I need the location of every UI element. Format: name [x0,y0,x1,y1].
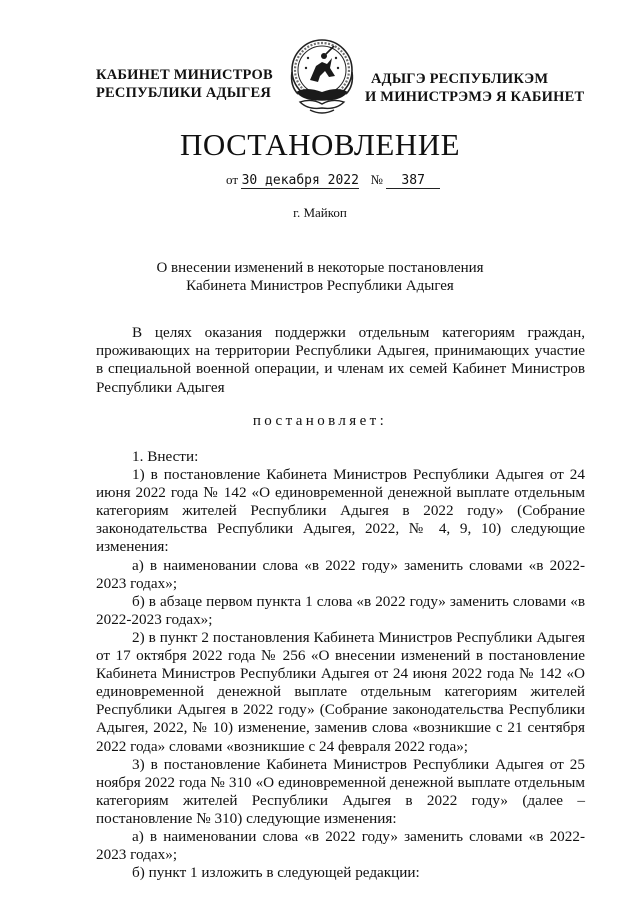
document-title: ПОСТАНОВЛЕНИЕ [179,127,461,162]
date-prefix: от [226,172,239,187]
date-number-line [226,172,440,189]
paragraph: 2) в пункт 2 постановления Кабинета Министров Республики Адыгея от 17 октября 2022 года № 256 «О внесении изменений в постановление Кабинета Министров Республики Адыгея от 24 июня 2022 года № 142 «О единовременной денежной выплате отдельным категориям жителей Республики Адыгея в 2022 году» (Собрание законодательства Республики Адыгея, 2022, № 10) изменение, заменив слова «возникшие с 21 сентября 2022 года» словами «возникшие с 24 февраля 2022 года»; [96,628,585,755]
paragraph: а) в наименовании слова «в 2022 году» заменить словами «в 2022-2023 годах»; [96,827,585,864]
city: г. Майкоп [293,205,347,220]
resolution-body [96,448,585,882]
paragraph: 3) в постановление Кабинета Министров Республики Адыгея от 25 ноября 2022 года № 310 «О единовременной денежной выплате отдельным категориям жителей Республики Адыгея в 2022 году» (далее – постановление № 310) следующие изменения: [96,755,585,827]
paragraph: 1) в постановление Кабинета Министров Республики Адыгея от 24 июня 2022 года № 142 «О единовременной денежной выплате отдельным категориям жителей Республики Адыгея в 2022 году» (Собрание законодательства Республики Адыгея, 2022, № 4, 9, 10) следующие изменения: [96,466,585,556]
subject-line: Кабинета Министров Республики Адыгея [186,278,454,294]
issuer-name-line: АДЫГЭ РЕСПУБЛИКЭМ [371,71,549,87]
issuer-name-line: КАБИНЕТ МИНИСТРОВ [96,67,273,83]
paragraph: б) пункт 1 изложить в следующей редакции: [132,864,420,882]
subject-line: О внесении изменений в некоторые постановления [156,260,484,276]
document-number: 387 [386,173,440,189]
adygea-coat-of-arms-icon [282,36,362,120]
paragraph: 1. Внести: [132,448,199,465]
issuer-name-line: РЕСПУБЛИКИ АДЫГЕЯ [96,85,272,101]
issuer-name-line: И МИНИСТРЭМЭ Я КАБИНЕТ [365,89,585,105]
issuer-name-russian [96,66,273,102]
resolves-heading: постановляет: [252,413,388,429]
paragraph: б) в абзаце первом пункта 1 слова «в 2022 году» заменить словами «в 2022-2023 годах»; [96,592,585,628]
paragraph: а) в наименовании слова «в 2022 году» заменить словами «в 2022-2023 годах»; [96,556,585,592]
issuer-name-adyghe [365,70,584,106]
document-date: 30 декабря 2022 [241,173,359,188]
preamble: В целях оказания поддержки отдельным категориям граждан, проживающих на территории Республики Адыгея, принимающих участие в специальной военной операции, и членам их семей Кабинет Министров Республики Адыгея [96,324,585,396]
document-subject [0,259,640,295]
number-sign: № [370,172,383,187]
